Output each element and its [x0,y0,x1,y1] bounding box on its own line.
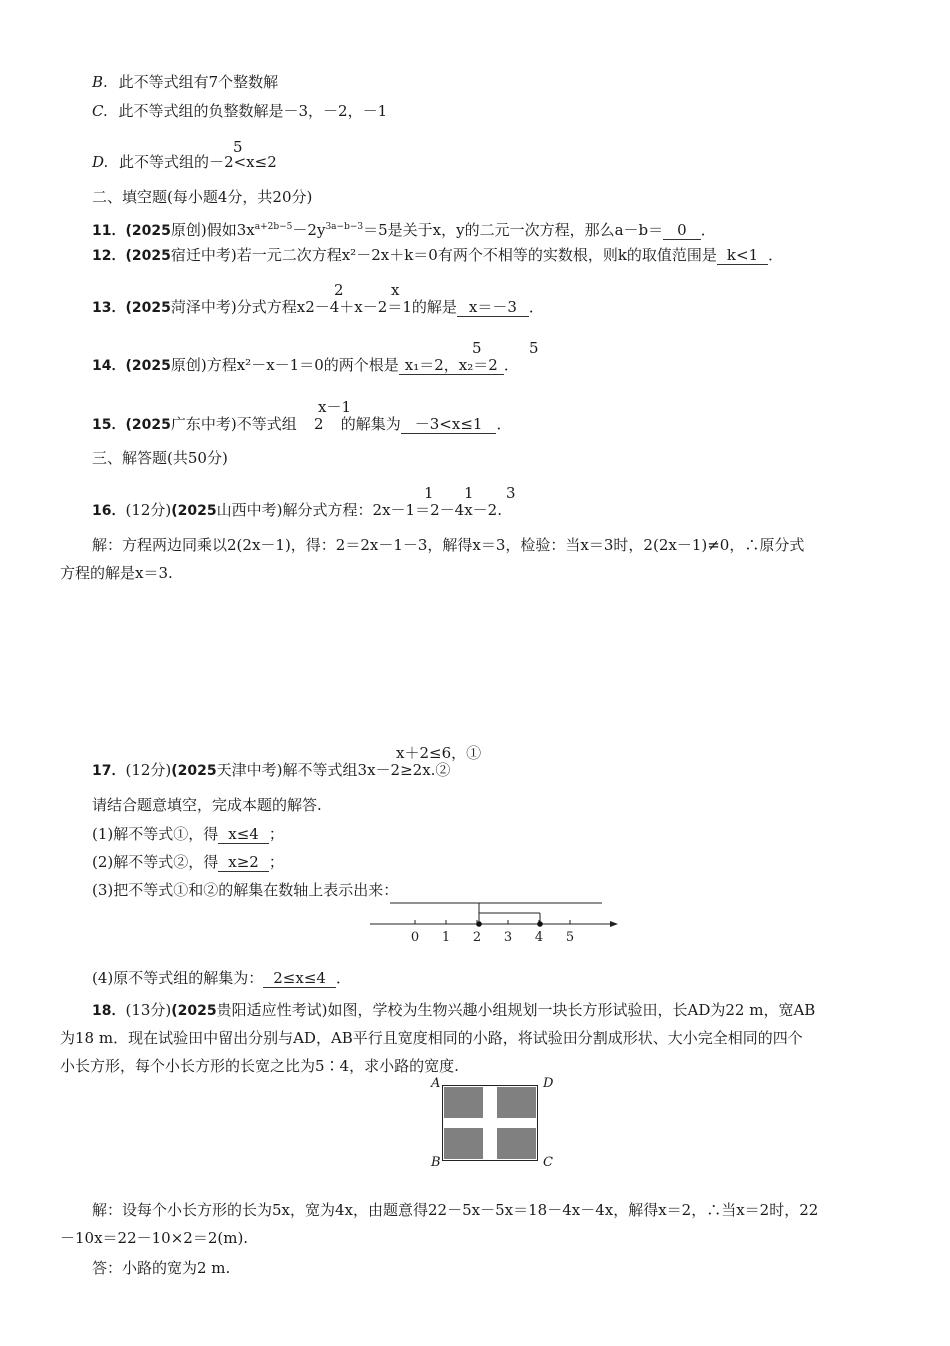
fraction-denominator: 2x－1 [372,501,416,519]
fraction-numerator: 5 [233,138,243,156]
axis-tick-label: 5 [565,930,575,945]
step-4 [92,968,351,988]
answer-blank: x≤4 [218,825,269,844]
system-bottom: 3x－2≥2x.② [357,761,451,779]
question-line: 小长方形，每个小长方形的长宽之比为5∶4，求小路的宽度. [60,1057,459,1075]
fraction-denominator: 2 [224,153,234,171]
question-number: 15． [92,417,126,433]
solution-line: 解：方程两边同乘以2(2x－1)，得：2＝2x－1－3，解得x＝3，检验：当x＝3时，2(2x－1)≠0，∴原分式 [92,536,805,554]
punctuation: . [497,501,502,519]
answer-blank [399,356,504,375]
choice-text: 此不等式组的负整数解是－3，－2，－1 [118,102,388,120]
choice-text: <x≤2 [233,153,277,171]
choice-letter: C. [92,102,108,120]
source-name: 原创) [170,221,207,239]
source-year: (2025 [125,223,171,239]
fraction-numerator: 2 [334,281,344,299]
vertex-label-a: A [431,1076,441,1091]
axis-tick-label: 0 [410,930,420,945]
vertex-label-b: B [431,1155,441,1170]
question-text: 的解集为 [340,415,401,433]
fraction-numerator: 3 [506,484,516,502]
source-year: (2025 [125,417,171,433]
question-15 [92,414,511,435]
question-number: 16． [92,503,126,519]
axis-tick-label: 1 [441,930,451,945]
endpoint-4 [537,921,543,927]
fraction-numerator: x [391,281,400,299]
question-text: 假如3x [206,221,255,239]
punctuation: ； [268,853,284,871]
number-line [360,895,622,950]
operator: ＝ [415,501,431,519]
exponent: a+2b−5 [254,222,293,232]
answer-blank: －3<x≤1 [401,415,497,434]
endpoint-2 [476,921,482,927]
punctuation: ． [503,356,519,374]
system-top: x＋2≤6，① [396,744,482,762]
question-text: －2y [292,221,326,239]
punctuation: ； [268,825,284,843]
fraction-denominator: 2 [488,356,498,374]
question-text: 若一元二次方程x²－2x＋k＝0有两个不相等的实数根，则k的取值范围是 [236,246,717,264]
fraction-numerator: 1 [424,484,434,502]
choice-text: 此不等式组的－ [119,153,225,171]
solution-line: 解：设每个小长方形的长为5x，宽为4x，由题意得22－5x－5x＝18－4x－4x，解得x＝2，∴当x＝2时，22 [92,1201,819,1219]
exponent: 3a−b−3 [325,222,364,232]
source-name: 菏泽中考) [170,298,237,316]
question-17 [92,760,450,781]
question-12 [92,245,783,266]
question-number: 14． [92,358,126,374]
question-14 [92,355,519,376]
axis-tick-label: 4 [534,930,544,945]
question-text: 解分式方程： [282,501,373,519]
question-text: ＝1的解是 [387,298,457,316]
source-year: (2025 [171,763,217,779]
fraction-denominator: 4x－2 [454,501,498,519]
question-text: 不等式组 [236,415,297,433]
step-3: (3)把不等式①和②的解集在数轴上表示出来： [92,881,399,899]
score: (12分) [125,761,172,779]
punctuation: ． [528,298,544,316]
choice-text: 此不等式组有7个整数解 [118,73,279,91]
choice-b [92,72,278,92]
fraction-numerator: 1 [464,484,474,502]
question-13 [92,297,544,318]
question-text: 方程x²－x－1＝0的两个根是 [206,356,399,374]
source-year: (2025 [171,503,217,519]
choice-letter: B. [92,73,108,91]
punctuation: ． [700,221,716,239]
source-year: (2025 [125,248,171,264]
answer-blank: x≥2 [218,853,269,872]
punctuation: ． [496,415,512,433]
question-line: 为18 m．现在试验田中留出分别与AD，AB平行且宽度相同的小路，将试验田分割成形状、大小完全相同的四个 [60,1029,803,1047]
question-number: 12． [92,248,126,264]
fraction-numerator: 5 [529,339,539,357]
source-name: 宿迁中考) [170,246,237,264]
question-text: 分式方程 [236,298,297,316]
punctuation: ． [768,246,784,264]
system-top: x－1 [318,398,352,416]
question-number: 18． [92,1003,126,1019]
answer-blank: 0 [663,221,701,240]
step-text: (2)解不等式②，得 [92,853,219,871]
source-name: 贵阳适应性考试) [216,1001,328,1019]
step-text: (4)原不等式组的解集为： [92,969,264,987]
axis-arrow-icon [610,921,618,927]
system-bottom: 2 [313,415,324,433]
section-title: 二、填空题(每小题4分，共20分) [92,188,313,206]
source-name: 山西中考) [216,501,283,519]
answer-blank: x＝－3 [457,298,529,317]
choice-c [92,101,387,121]
plot-bottom-right [497,1128,536,1159]
source-name: 天津中考) [216,761,283,779]
step-1 [92,824,284,844]
source-year: (2025 [171,1003,217,1019]
fraction-denominator: 2 [434,356,444,374]
root-1: x₁＝ [404,356,435,374]
fraction-numerator: 5 [472,339,482,357]
fraction-denominator: x2－4 [296,298,340,316]
source-year: (2025 [125,300,171,316]
separator: ， [443,356,459,374]
score: (13分) [125,1001,172,1019]
axis-tick-label: 3 [503,930,513,945]
operator: ＋ [339,298,355,316]
plot-bottom-left [444,1128,483,1159]
question-text: 如图，学校为生物兴趣小组规划一块长方形试验田，长AD为22 m，宽AB [327,1001,816,1019]
source-name: 广东中考) [170,415,237,433]
answer-line: 答：小路的宽为2 m. [92,1259,231,1277]
question-number: 17． [92,763,126,779]
operator: － [439,501,455,519]
question-18 [92,1000,815,1021]
source-name: 原创) [170,356,207,374]
question-16 [92,500,502,521]
vertex-label-c: C [543,1155,553,1170]
answer-blank: 2≤x≤4 [263,969,336,988]
root-2: x₂＝ [458,356,489,374]
source-year: (2025 [125,358,171,374]
step-text: (1)解不等式①，得 [92,825,219,843]
fraction-denominator: x－2 [354,298,388,316]
question-number: 11． [92,223,126,239]
fraction-denominator: 2 [430,501,440,519]
vertex-label-d: D [543,1076,554,1091]
plot-top-right [497,1087,536,1118]
question-11 [92,217,716,241]
axis-tick-label: 2 [472,930,482,945]
plot-top-left [444,1087,483,1118]
solution-line: 方程的解是x＝3. [60,564,173,582]
question-number: 13． [92,300,126,316]
choice-d [92,152,277,172]
answer-blank: k<1 [717,246,768,265]
step-2 [92,852,284,872]
score: (12分) [125,501,172,519]
section-title: 三、解答题(共50分) [92,449,228,467]
punctuation: ． [335,969,351,987]
question-text: 解不等式组 [282,761,358,779]
solution-line: －10x＝22－10×2＝2(m). [60,1229,249,1247]
prompt: 请结合题意填空，完成本题的解答. [92,796,322,814]
choice-letter: D. [92,153,109,171]
field-figure [442,1085,538,1161]
question-text: ＝5是关于x，y的二元一次方程，那么a－b＝ [363,221,664,239]
